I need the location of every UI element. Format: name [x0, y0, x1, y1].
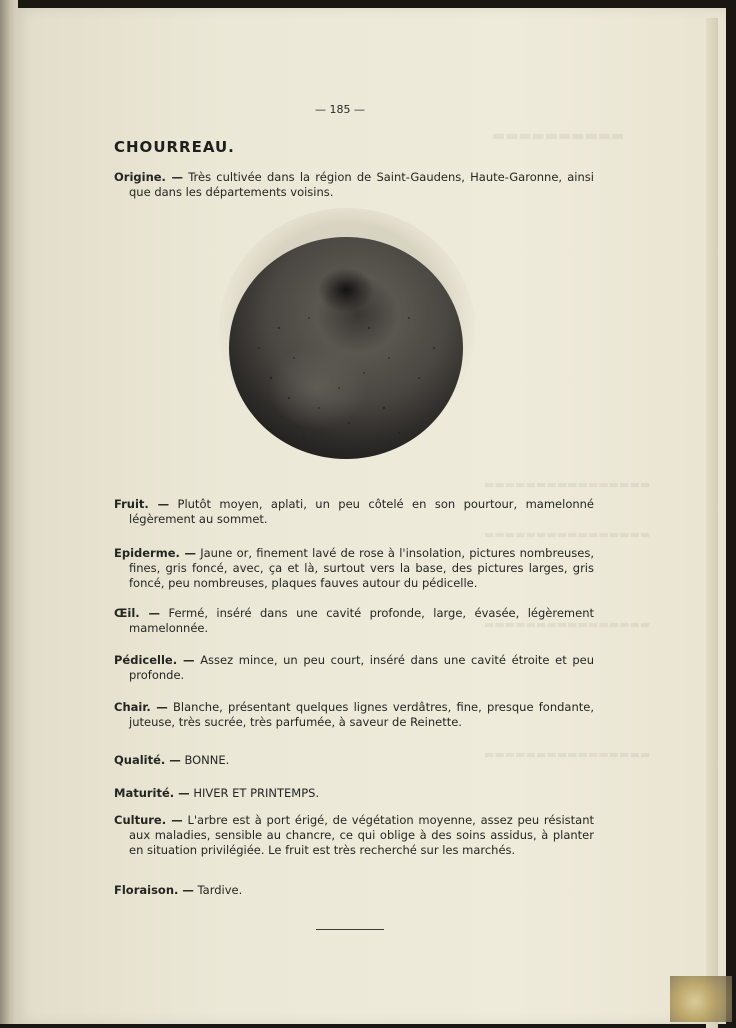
apple-eye-cavity	[318, 268, 374, 312]
fruit-paragraph	[114, 497, 594, 527]
qualite-text: BONNE.	[184, 753, 230, 767]
fruit-label: Fruit. —	[114, 497, 170, 511]
apple-illustration	[219, 208, 475, 464]
origin-text: Très cultivée dans la région de Saint-Gaudens, Haute-Garonne, ainsi que dans les départements voisins.	[129, 170, 594, 199]
corner-thumbnail	[670, 976, 732, 1022]
pedicelle-paragraph	[114, 653, 594, 683]
floraison-text: Tardive.	[197, 883, 243, 897]
qualite-paragraph	[114, 753, 579, 768]
maturite-label: Maturité. —	[114, 786, 190, 800]
epiderme-text: Jaune or, finement lavé de rose à l'insolation, pictures nombreuses, fines, gris foncé, avec, ça et là, surtout vers la base, des pictures larges, gris foncé, peu nombreuses, plaques fauves autour du pédicelle.	[129, 546, 595, 590]
apple-illustration-svg	[219, 208, 475, 464]
qualite-label: Qualité. —	[114, 753, 181, 767]
floraison-paragraph	[114, 883, 579, 898]
variety-title: CHOURREAU.	[114, 138, 235, 156]
end-rule	[316, 929, 384, 930]
fruit-text: Plutôt moyen, aplati, un peu côtelé en son pourtour, mamelonné légèrement au sommet.	[129, 497, 595, 526]
bleed-through-text: ▬▬▬▬▬▬▬▬▬▬▬▬▬▬▬▬	[484, 618, 651, 631]
origin-paragraph	[114, 170, 594, 200]
bleed-through-text: ▬▬▬▬▬▬▬▬▬▬▬▬▬▬▬▬	[484, 478, 651, 491]
maturite-paragraph	[114, 786, 579, 801]
pedicelle-label: Pédicelle. —	[114, 653, 195, 667]
culture-paragraph	[114, 813, 594, 858]
oeil-label: Œil. —	[114, 606, 160, 620]
oeil-text: Fermé, inséré dans une cavité profonde, large, évasée, légèrement mamelonnée.	[129, 606, 594, 635]
bleed-through-text: ▬▬▬▬▬▬▬▬▬▬▬▬▬▬▬▬	[484, 528, 651, 541]
page-edge	[706, 18, 718, 1028]
origin-label: Origine. —	[114, 170, 183, 184]
bleed-through-title: ▬▬▬▬▬▬▬▬▬▬	[492, 128, 625, 144]
bleed-through-text: ▬▬▬▬▬▬▬▬▬▬▬▬▬▬▬▬	[484, 748, 651, 761]
pedicelle-text: Assez mince, un peu court, inséré dans une cavité étroite et peu profonde.	[129, 653, 595, 682]
book-page	[14, 8, 726, 1024]
culture-label: Culture. —	[114, 813, 183, 827]
chair-label: Chair. —	[114, 700, 168, 714]
epiderme-paragraph	[114, 546, 594, 591]
chair-paragraph	[114, 700, 594, 730]
chair-text: Blanche, présentant quelques lignes verdâtres, fine, presque fondante, juteuse, très sucrée, très parfumée, à saveur de Reinette.	[129, 700, 595, 729]
floraison-label: Floraison. —	[114, 883, 194, 897]
oeil-paragraph	[114, 606, 594, 636]
epiderme-label: Epiderme. —	[114, 546, 196, 560]
page-number: — 185 —	[315, 103, 365, 116]
maturite-text: HIVER ET PRINTEMPS.	[193, 786, 320, 800]
culture-text: L'arbre est à port érigé, de végétation moyenne, assez peu résistant aux maladies, sensible au chancre, ce qui oblige à des soins assidus, à planter en situation privilégiée. Le fruit est très recherché sur les marchés.	[129, 813, 594, 857]
